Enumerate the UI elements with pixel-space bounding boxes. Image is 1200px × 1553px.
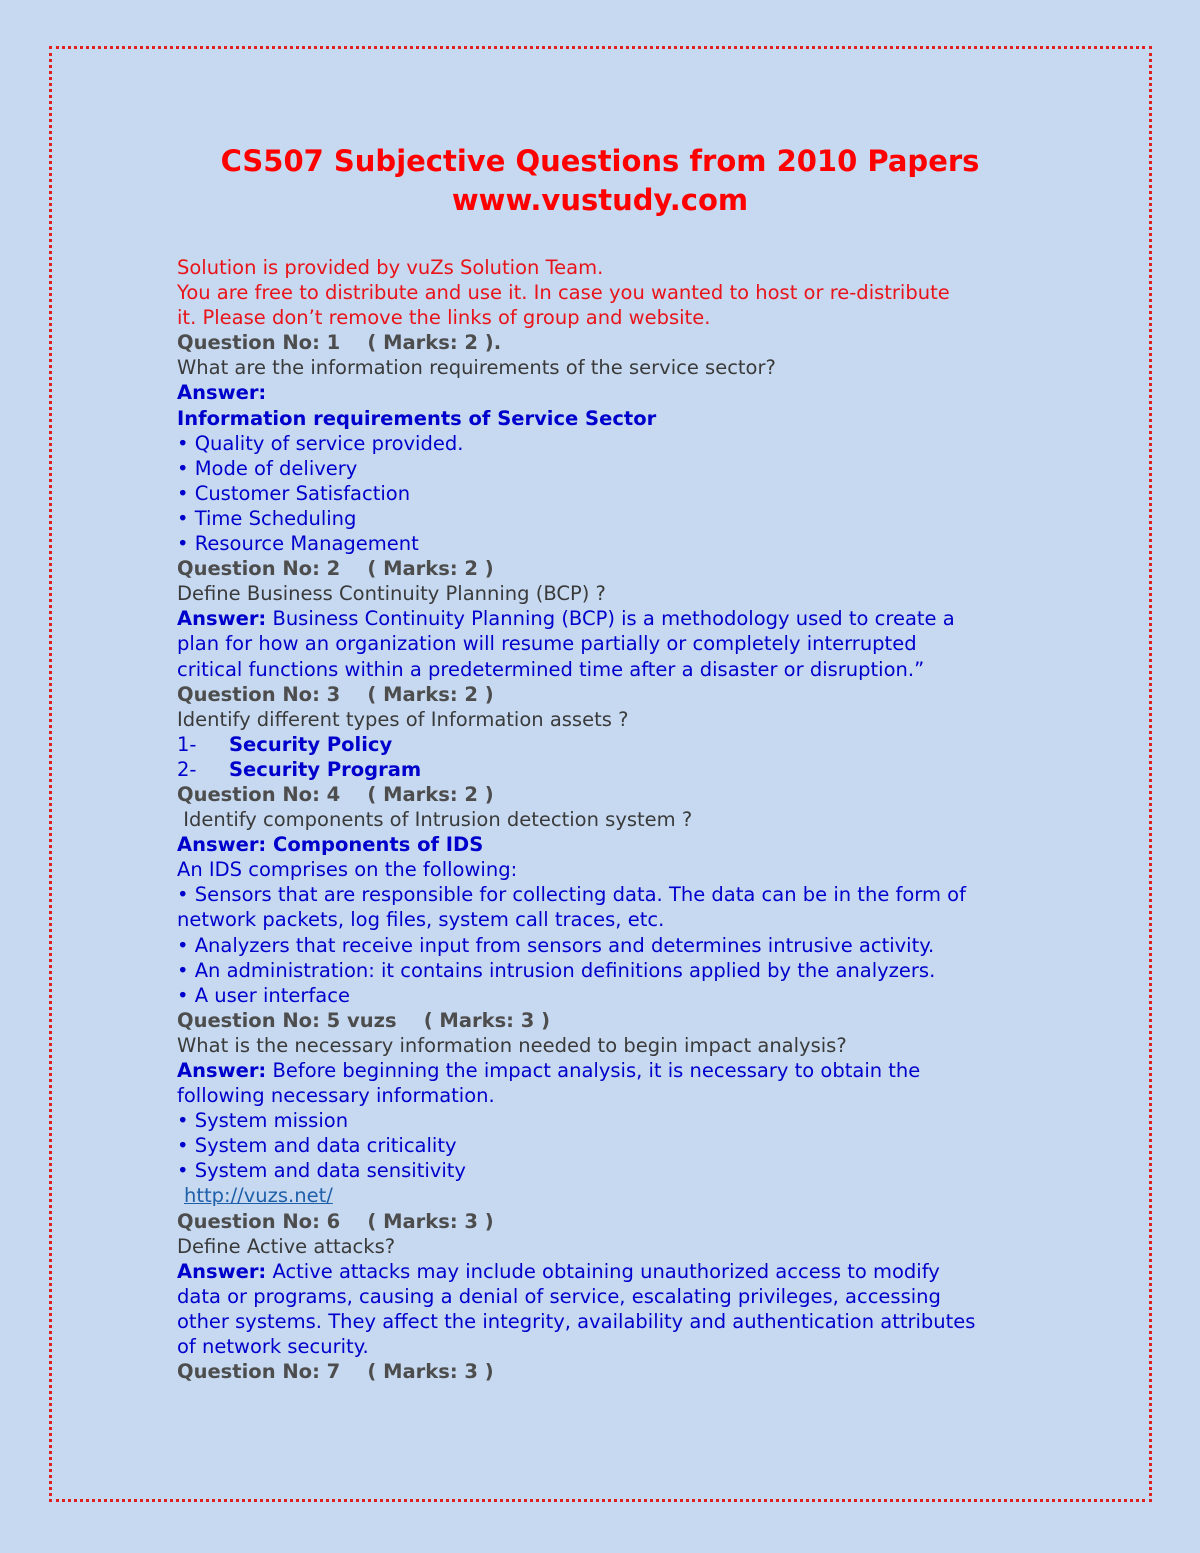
answer-text: Business Continuity Planning (BCP) is a methodology used to create a [266,607,955,631]
list-item: • Analyzers that receive input from sensors and determines intrusive activity. [177,933,935,957]
answer-text: other systems. They affect the integrity, availability and authentication attributes [177,1309,976,1333]
link-line [177,1183,1037,1208]
answer-heading: Information requirements of Service Sector [177,406,657,430]
question-heading: Question No: 5 vuzs ( Marks: 3 ) [177,1008,551,1032]
question-text: What are the information requirements of the service sector? [177,356,776,380]
list-item: • System and data criticality [177,1134,457,1158]
question-heading: Question No: 3 ( Marks: 2 ) [177,682,494,706]
item-number: 1- [177,732,197,756]
answer-text: An IDS comprises on the following: [177,858,518,882]
list-item: • Time Scheduling [177,506,357,530]
answer-text: critical functions within a predetermined time after a disaster or disruption.” [177,657,925,681]
answer-label: Answer: Components of IDS [177,833,484,857]
list-item: • Resource Management [177,532,419,556]
question-heading: Question No: 7 ( Marks: 3 ) [177,1360,494,1384]
answer-text: of network security. [177,1335,369,1359]
intro-line: You are free to distribute and use it. In case you wanted to host or re-distribute [177,281,950,305]
question-heading: Question No: 1 ( Marks: 2 ). [177,331,502,355]
item-label: Security Policy [229,732,393,756]
answer-label: Answer: [177,607,267,631]
question-text: Define Business Continuity Planning (BCP) ? [177,582,606,606]
list-item: network packets, log files, system call traces, etc. [177,908,665,932]
vuzs-link[interactable]: http://vuzs.net/ [184,1184,333,1208]
list-item: • Quality of service provided. [177,431,464,455]
answer-text: Before beginning the impact analysis, it is necessary to obtain the [266,1059,921,1082]
list-item: • System mission [177,1109,349,1133]
answer-paragraph [177,606,1037,631]
answer-text: plan for how an organization will resume partially or completely interrupted [177,632,917,656]
answer-text: Active attacks may include obtaining unauthorized access to modify [266,1259,940,1283]
answer-text: following necessary information. [177,1084,495,1108]
document-title [0,142,1200,220]
list-item: • A user interface [177,983,350,1007]
document-body [177,255,1037,1384]
title-line: CS507 Subjective Questions from 2010 Papers [220,144,980,178]
item-label: Security Program [229,757,422,781]
list-item: • Mode of delivery [177,456,358,480]
list-item: • An administration: it contains intrusion definitions applied by the analyzers. [177,958,936,982]
question-text: Define Active attacks? [177,1234,396,1258]
numbered-item [177,757,1037,782]
intro-line: it. Please don’t remove the links of group and website. [177,306,711,330]
answer-label: Answer: [177,381,267,405]
list-item: • Sensors that are responsible for collecting data. The data can be in the form of [177,883,966,907]
answer-text: data or programs, causing a denial of service, escalating privileges, accessing [177,1284,941,1308]
question-text: Identify different types of Information assets ? [177,707,629,731]
answer-label: Answer: [177,1259,267,1283]
numbered-item [177,732,1037,757]
answer-paragraph [177,1259,1037,1284]
question-text: Identify components of Intrusion detection system ? [177,808,693,832]
list-item: • Customer Satisfaction [177,481,411,505]
answer-label: Answer: [177,1059,267,1082]
list-item: • System and data sensitivity [177,1159,466,1183]
question-heading: Question No: 6 ( Marks: 3 ) [177,1209,494,1233]
question-text: What is the necessary information needed to begin impact analysis? [177,1033,847,1057]
question-heading: Question No: 4 ( Marks: 2 ) [177,782,494,806]
website-title: www.vustudy.com [451,183,749,217]
question-heading: Question No: 2 ( Marks: 2 ) [177,557,494,581]
answer-paragraph [177,1058,1037,1083]
item-number: 2- [177,757,197,781]
intro-line: Solution is provided by vuZs Solution Team. [177,256,604,279]
